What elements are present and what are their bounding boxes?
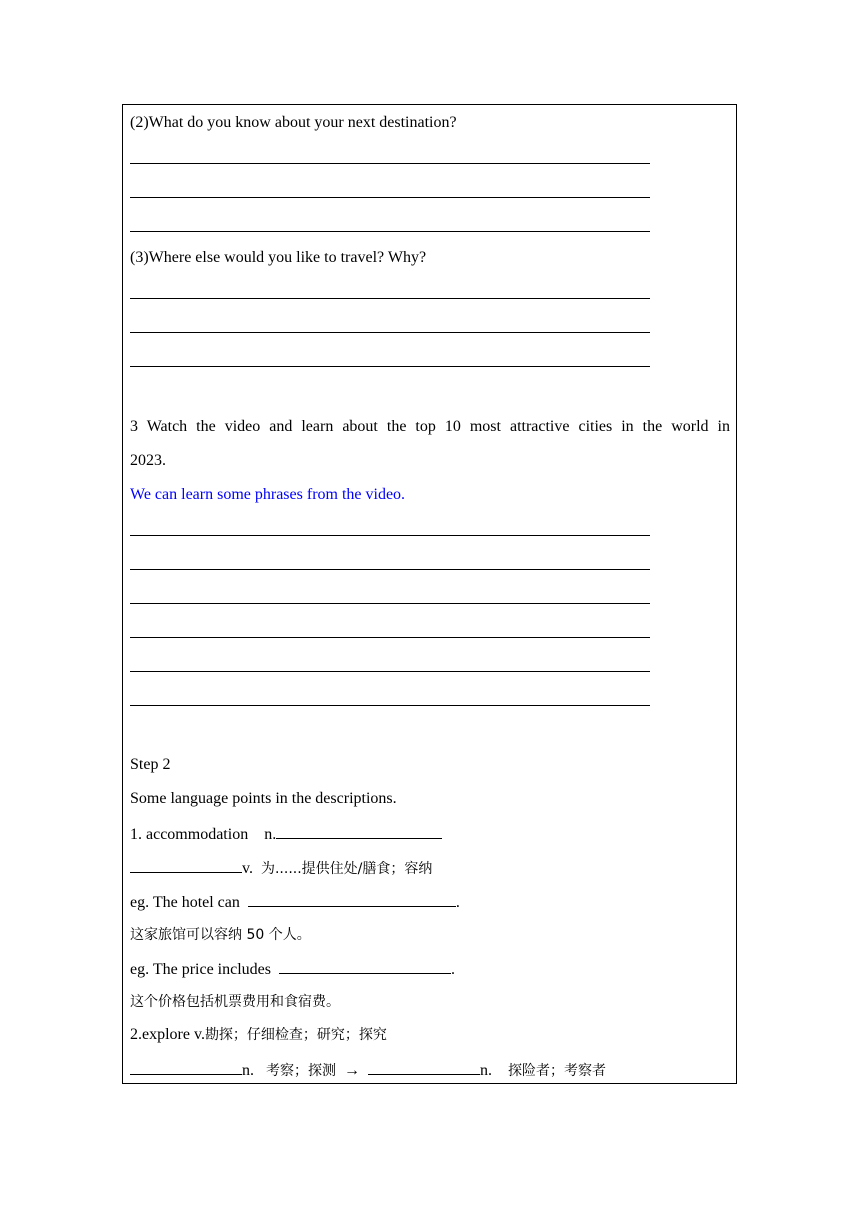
answer-line[interactable]	[130, 332, 650, 333]
answer-line[interactable]	[130, 163, 650, 164]
fill-blank[interactable]	[130, 1059, 242, 1075]
item-3-text-cont: 2023.	[130, 452, 166, 469]
answer-line[interactable]	[130, 569, 650, 570]
point-1-verb-line	[130, 857, 432, 879]
example-2-prefix: eg. The price includes	[130, 961, 271, 978]
arrow-icon: →	[344, 1062, 360, 1079]
question-3: (3)Where else would you like to travel? Why?	[130, 249, 427, 266]
noun-1-pos: n.	[242, 1062, 254, 1079]
answer-line[interactable]	[130, 197, 650, 198]
noun-1-meaning: 考察；探测	[266, 1063, 336, 1079]
noun-2-meaning: 探险者；考察者	[508, 1063, 606, 1079]
fill-blank[interactable]	[130, 857, 242, 873]
noun-2-pos: n.	[480, 1062, 492, 1079]
answer-line[interactable]	[130, 603, 650, 604]
fill-blank[interactable]	[368, 1059, 480, 1075]
point-1-word: 1. accommodation	[130, 826, 249, 843]
example-1-prefix: eg. The hotel can	[130, 894, 240, 911]
point-1-line	[130, 823, 442, 845]
example-2: eg. The price includes .	[130, 958, 455, 980]
answer-line[interactable]	[130, 231, 650, 232]
example-2-translation: 这个价格包括机票费用和食宿费。	[130, 994, 340, 1010]
example-1-translation: 这家旅馆可以容纳 50 个人。	[130, 927, 311, 943]
answer-line[interactable]	[130, 637, 650, 638]
fill-blank[interactable]	[276, 823, 442, 839]
step-2-intro: Some language points in the descriptions.	[130, 790, 397, 807]
answer-line[interactable]	[130, 298, 650, 299]
point-1-pos: n.	[264, 826, 277, 843]
question-2: (2)What do you know about your next destination?	[130, 114, 457, 131]
answer-line[interactable]	[130, 705, 650, 706]
fill-blank[interactable]	[279, 958, 451, 974]
verb-meaning: 为......提供住处/膳食；容纳	[260, 861, 433, 877]
fill-blank[interactable]	[248, 891, 456, 907]
item-3-note: We can learn some phrases from the video.	[130, 486, 406, 503]
answer-line[interactable]	[130, 535, 650, 536]
answer-line[interactable]	[130, 366, 650, 367]
step-2-title: Step 2	[130, 756, 171, 773]
verb-pos: v.	[242, 860, 253, 877]
answer-line[interactable]	[130, 671, 650, 672]
point-2-derivatives	[130, 1059, 606, 1081]
point-2-word: 2.explore v.	[130, 1026, 205, 1043]
point-2-line	[130, 1025, 387, 1045]
example-1: eg. The hotel can .	[130, 891, 460, 913]
item-3-text: 3 Watch the video and learn about the top 10 most attractive cities in the world in	[130, 418, 730, 435]
point-2-meaning: 勘探；仔细检查；研究；探究	[204, 1027, 387, 1043]
